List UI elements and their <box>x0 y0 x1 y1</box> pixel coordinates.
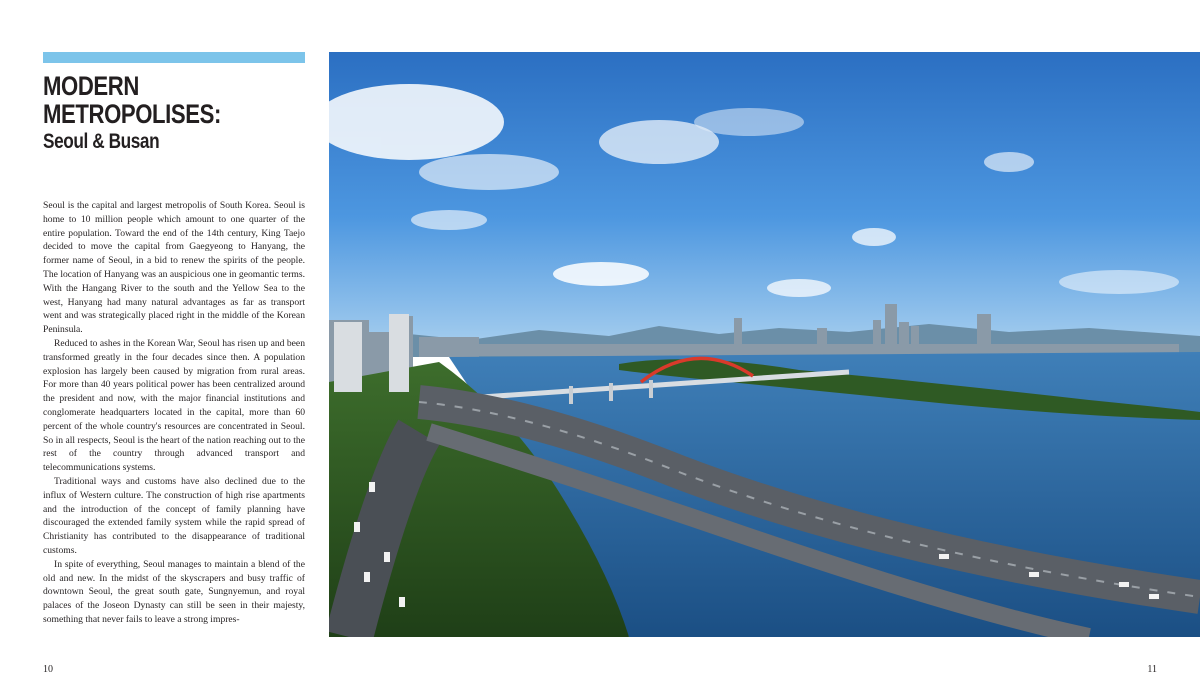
accent-bar <box>43 52 305 63</box>
subtitle: Seoul & Busan <box>43 130 160 153</box>
title-line-2: METROPOLISES: <box>43 99 221 129</box>
paragraph-2: Reduced to ashes in the Korean War, Seoul has risen up and been transformed greatly in the four decades since then. A population explosion has largely been caused by migration from rural areas. For more than 40 years political power has been centralized around the president and now, with the major financial institutions and conglomerate headquarters located in the capital, more than 60 percent of the whole country's resources are concentrated in Seoul. So in all respects, Seoul is the heart of the nation reaching out to the rest of the country through advanced transport and telecommunications systems. <box>43 337 305 474</box>
article-body <box>43 199 305 627</box>
paragraph-3: Traditional ways and customs have also declined due to the influx of Western culture. The construction of high rise apartments and the introduction of the concept of family planning have discouraged the extended family system while the rapid spread of Christianity has contributed to the disappearance of traditional customs. <box>43 475 305 556</box>
page-number-left: 10 <box>43 664 53 675</box>
paragraph-1: Seoul is the capital and largest metropolis of South Korea. Seoul is home to 10 million people which amount to one quarter of the entire population. Toward the end of the 14th century, King Taejo decided to move the capital from Gaegyeong to Hanyang, the former name of Seoul, in a bid to renew the spirits of the people. The location of Hanyang was an auspicious one in geomantic terms. With the Hangang River to the south and the Yellow Sea to the west, Hanyang had many natural advantages as far as transport went and was strategically placed right in the middle of the Korean Peninsula. <box>43 200 305 336</box>
title-line-1: MODERN <box>43 71 139 101</box>
page-number-right: 11 <box>1147 664 1157 675</box>
page-title <box>43 72 305 155</box>
city-photo <box>329 52 1200 637</box>
paragraph-4: In spite of everything, Seoul manages to maintain a blend of the old and new. In the midst of the skyscrapers and busy traffic of downtown Seoul, the great south gate, Sungnyemun, and royal palaces of the Joseon Dynasty can still be seen in their majesty, something that never fails to leave a strong impres- <box>43 558 305 625</box>
